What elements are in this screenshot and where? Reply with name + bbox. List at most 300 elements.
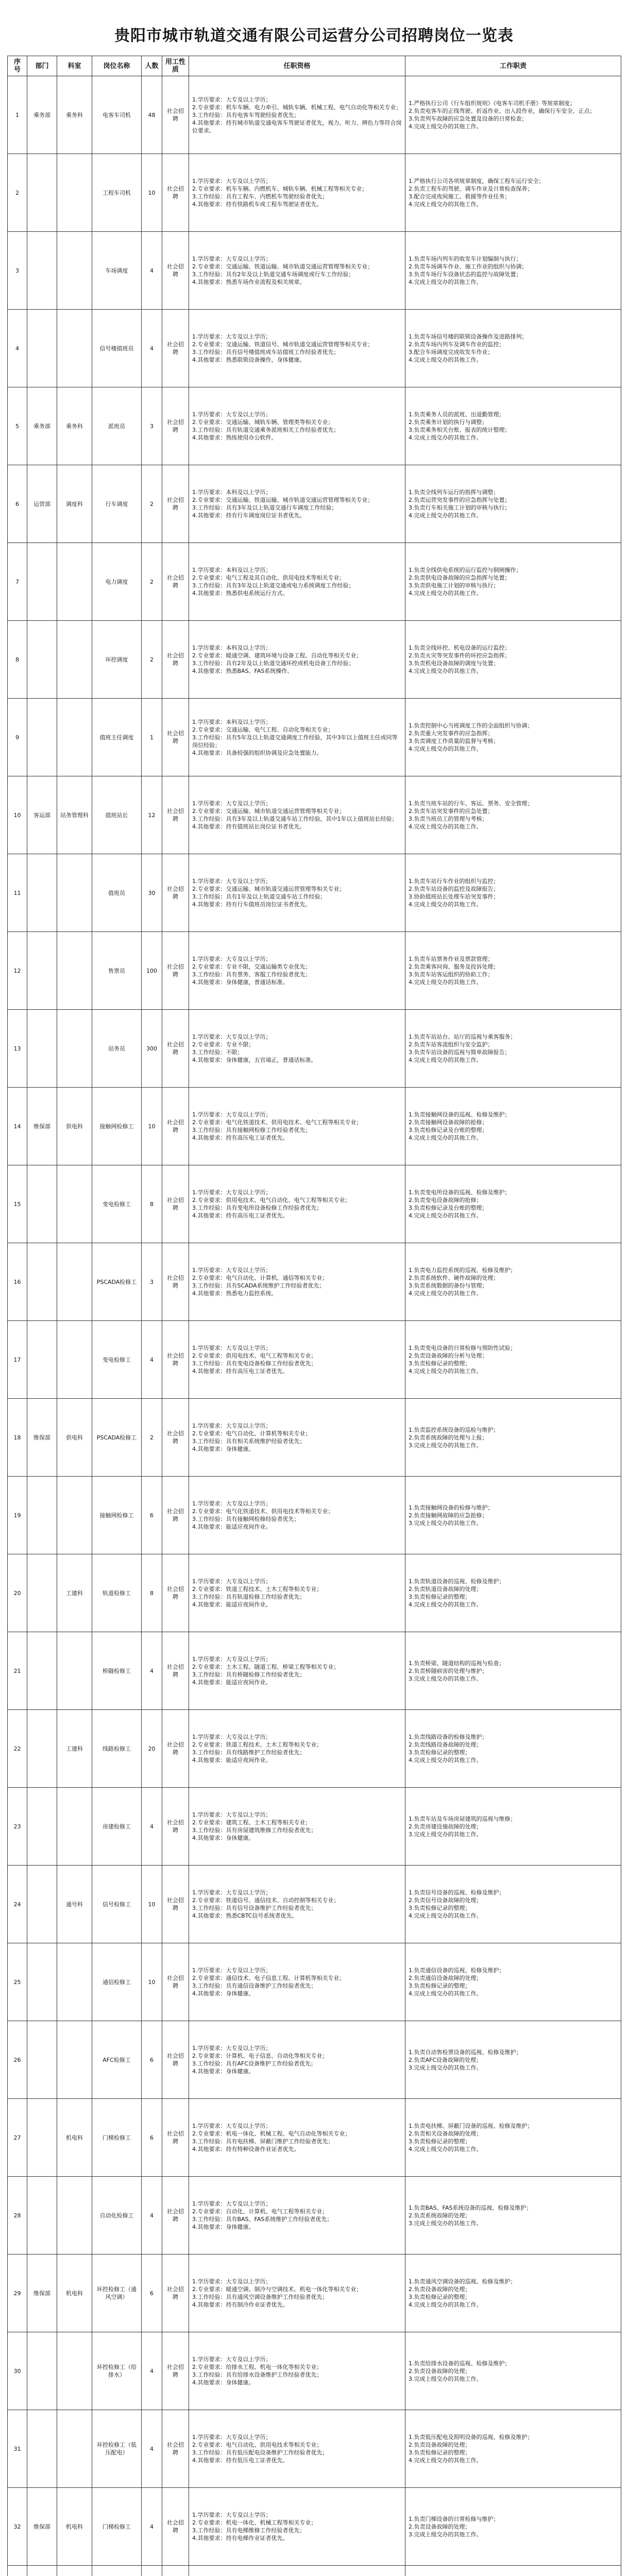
cell-count: 2: [142, 621, 162, 699]
cell-post: 接触网检修工: [92, 1477, 142, 1554]
cell-duties: 1.负责轨道设备的巡视、检修及维护； 2.负责轨道设备故障的处理； 3.负责检修记录的整理； 4.完成上级交办的其他工作。: [405, 1554, 621, 1632]
cell-type: 社会招聘: [162, 543, 189, 621]
cell-post: 门梯检修工: [92, 2099, 142, 2177]
cell-duties: 1.负责给排水设备的巡视、检修及维护； 2.负责设备故障的处理； 3.完成上级交办的其他工作。: [405, 2332, 621, 2410]
cell-count: 6: [142, 2099, 162, 2177]
cell-post: 行车调度: [92, 465, 142, 543]
cell-duties: 1.负责通风空调设备的巡视、检修及维护； 2.负责设备故障的处理； 3.负责检修记录的整理； 4.完成上级交办的其他工作。: [405, 2255, 621, 2332]
recruitment-table: [7, 56, 621, 2576]
cell-type: 社会招聘: [162, 1866, 189, 1943]
cell-count: 4: [142, 1632, 162, 1710]
cell-count: 8: [142, 1554, 162, 1632]
cell-no: 30: [8, 2332, 27, 2410]
table-row: [8, 2566, 621, 2576]
cell-requirements: 1.学历要求：大专及以上学历； 2.专业要求：交通运输、城市轨道交通运营管理等相关专业； 3.工作经验：具有1年及以上轨道交通车站工作经验； 4.其他要求：持有行车值班员岗位证书者优先。: [189, 854, 405, 932]
cell-post: PSCADA检修工: [92, 1243, 142, 1321]
cell-dept: [27, 232, 57, 310]
cell-office: [57, 1477, 92, 1554]
cell-count: 2: [142, 543, 162, 621]
cell-no: 1: [8, 76, 27, 154]
cell-office: [57, 932, 92, 1010]
cell-office: 工建科: [57, 1710, 92, 1788]
cell-duties: 1.负责控制中心当班调度工作的全面组织与协调； 2.负责重大突发事件的应急指挥； 3.负责调度工作质量的监督与考核； 4.完成上级交办的其他工作。: [405, 699, 621, 776]
cell-office: 工建科: [57, 1554, 92, 1632]
cell-post: 门梯检修工: [92, 2488, 142, 2566]
cell-no: 17: [8, 1321, 27, 1399]
cell-requirements: 1.学历要求：大专及以上学历； 2.专业要求：铁道信号、通信技术、自动控制等相关专业； 3.工作经验：具有信号设备维护工作经验者优先； 4.其他要求：熟悉CBTC信号系统者优先。: [189, 1866, 405, 1943]
cell-post: AFC检修工: [92, 2021, 142, 2099]
cell-duties: 1.负责乘务人员的派班、出退勤管理； 2.负责乘务计划的执行与调整； 3.负责乘务相关台账、报表的统计整理； 4.完成上级交办的其他工作。: [405, 387, 621, 465]
cell-duties: 1.负责监控系统设备的巡检与维护； 2.负责系统故障的处理与上报； 3.完成上级交办的其他工作。: [405, 1399, 621, 1477]
cell-post: 站务员: [92, 1010, 142, 1088]
cell-requirements: 1.学历要求：大专及以上学历； 2.专业要求：机电一体化、机械工程、电气自动化等相关专业； 3.工作经验：具有电扶梯、屏蔽门维护工作经验者优先； 4.其他要求：持有特种设备作业证者优先。: [189, 2099, 405, 2177]
cell-office: 站务管理科: [57, 776, 92, 854]
cell-post: 电客车司机: [92, 76, 142, 154]
cell-type: 社会招聘: [162, 2099, 189, 2177]
table-row: [8, 1010, 621, 1088]
cell-post: 值班站长: [92, 776, 142, 854]
cell-post: 桥隧检修工: [92, 1632, 142, 1710]
table-row: [8, 2332, 621, 2410]
cell-count: 4: [142, 2488, 162, 2566]
cell-requirements: 1.学历要求：大专及以上学历； 2.专业要求：机车车辆、内燃机车、城轨车辆、机械工程等相关专业； 3.工作经验：具有工程车、内燃机车驾驶经验者优先； 4.其他要求：持有铁路机车或工程车驾驶证者优先。: [189, 154, 405, 232]
cell-requirements: 1.学历要求：大专及以上学历； 2.专业要求：计算机、电子信息、自动化等相关专业； 3.工作经验：具有AFC设备维护工作经验者优先； 4.其他要求：身体健康。: [189, 2021, 405, 2099]
cell-duties: 1.严格执行公司各项规章制度，确保工程车运行安全； 2.负责工程车的驾驶、调车作业及日常检查保养； 3.配合完成夜间施工、救援等作业任务； 4.完成上级交办的其他工作。: [405, 154, 621, 232]
cell-post: 电力调度: [92, 543, 142, 621]
cell-dept: [27, 621, 57, 699]
cell-type: 社会招聘: [162, 232, 189, 310]
cell-type: 社会招聘: [162, 854, 189, 932]
cell-no: 4: [8, 310, 27, 387]
cell-count: 3: [142, 1243, 162, 1321]
cell-office: [57, 1010, 92, 1088]
cell-count: 3: [142, 387, 162, 465]
table-row: [8, 2488, 621, 2566]
recruitment-table-wrapper: [7, 56, 621, 2576]
cell-office: 乘务科: [57, 76, 92, 154]
table-row: [8, 1321, 621, 1399]
cell-dept: 乘务部: [27, 76, 57, 154]
cell-requirements: 1.学历要求：大专及以上学历； 2.专业要求：电气化铁道技术、供用电技术、电气工程等相关专业； 3.工作经验：具有接触网检修工作经验者优先； 4.其他要求：持有高压电工证者优先。: [189, 1088, 405, 1165]
cell-duties: 1.负责线路设备的检修及维护； 2.负责线路设备故障的处理； 3.负责检修记录的整理； 4.完成上级交办的其他工作。: [405, 1710, 621, 1788]
cell-no: 31: [8, 2410, 27, 2488]
cell-no: 23: [8, 1788, 27, 1866]
cell-requirements: [189, 2566, 405, 2576]
cell-requirements: 1.学历要求：大专及以上学历； 2.专业要求：给排水工程、机电一体化等相关专业； 3.工作经验：具有给排水设备维护工作经验者优先； 4.其他要求：身体健康。: [189, 2332, 405, 2410]
cell-requirements: 1.学历要求：大专及以上学历； 2.专业要求：专业不限； 3.工作经验：不限； 4.其他要求：身体健康，五官端正，普通话标准。: [189, 1010, 405, 1088]
cell-no: 28: [8, 2177, 27, 2255]
cell-requirements: 1.学历要求：大专及以上学历； 2.专业要求：电气自动化、计算机、通信等相关专业； 3.工作经验：具有SCADA系统维护工作经验者优先； 4.其他要求：熟悉电力监控系统。: [189, 1243, 405, 1321]
cell-count: 2: [142, 465, 162, 543]
header-post: 岗位名称: [92, 56, 142, 76]
cell-no: 2: [8, 154, 27, 232]
header-requirements: 任职资格: [189, 56, 405, 76]
table-row: [8, 2021, 621, 2099]
cell-office: [57, 699, 92, 776]
cell-type: 社会招聘: [162, 2410, 189, 2488]
cell-duties: 1.负责变电设备的日常检修与预防性试验； 2.负责设备故障的分析与处理； 3.负责检修记录的整理； 4.完成上级交办的其他工作。: [405, 1321, 621, 1399]
cell-post: 环控检修工（通风空调）: [92, 2255, 142, 2332]
header-no: 序号: [8, 56, 27, 76]
cell-no: 16: [8, 1243, 27, 1321]
cell-count: 6: [142, 2021, 162, 2099]
cell-office: [57, 1165, 92, 1243]
cell-requirements: 1.学历要求：大专及以上学历； 2.专业要求：通信技术、电子信息工程、计算机等相关专业； 3.工作经验：具有通信设备维护工作经验者优先； 4.其他要求：身体健康。: [189, 1943, 405, 2021]
cell-duties: 1.负责门梯设备的日常检修与维护； 2.负责设备故障的处理； 3.完成上级交办的其他工作。: [405, 2488, 621, 2566]
table-row: [8, 232, 621, 310]
cell-dept: [27, 310, 57, 387]
cell-requirements: 1.学历要求：本科及以上学历； 2.专业要求：交通运输、铁道运输、城市轨道交通运营管理等相关专业； 3.工作经验：具有3年及以上轨道交通行车调度工作经验； 4.其他要求：持有行车调度岗位证书者优先。: [189, 465, 405, 543]
cell-dept: [27, 1710, 57, 1788]
cell-requirements: 1.学历要求：大专及以上学历； 2.专业要求：土木工程、隧道工程、桥梁工程等相关专业； 3.工作经验：具有桥隧检修工作经验者优先； 4.其他要求：能适应夜间作业。: [189, 1632, 405, 1710]
cell-post: PSCADA检修工: [92, 1399, 142, 1477]
cell-duties: 1.负责BAS、FAS系统设备的巡视、检修及维护； 2.负责系统故障的处理； 3.完成上级交办的其他工作。: [405, 2177, 621, 2255]
cell-duties: 1.负责车场内列车的收发车计划编制与执行； 2.负责车场调车作业、施工作业的组织与协调； 3.负责车场行车设备状态的监控与故障处置； 4.完成上级交办的其他工作。: [405, 232, 621, 310]
cell-no: 21: [8, 1632, 27, 1710]
cell-dept: [27, 2099, 57, 2177]
cell-type: 社会招聘: [162, 1243, 189, 1321]
cell-type: 社会招聘: [162, 310, 189, 387]
cell-no: 7: [8, 543, 27, 621]
cell-type: 社会招聘: [162, 387, 189, 465]
header-duties: 工作职责: [405, 56, 621, 76]
cell-dept: [27, 1866, 57, 1943]
cell-type: 社会招聘: [162, 1399, 189, 1477]
table-row: [8, 932, 621, 1010]
cell-requirements: 1.学历要求：本科及以上学历； 2.专业要求：交通运输、电气工程、自动化等相关专业； 3.工作经验：具有5年及以上轨道交通调度工作经验，其中3年以上值班主任或同等岗位经验； 4.其他要求：具备较强的组织协调及应急处置能力。: [189, 699, 405, 776]
cell-count: 6: [142, 1477, 162, 1554]
cell-count: 4: [142, 2177, 162, 2255]
cell-count: 30: [142, 854, 162, 932]
cell-requirements: 1.学历要求：大专及以上学历； 2.专业要求：电气化铁道技术、供用电技术等相关专业； 3.工作经验：具有接触网检修经验者优先； 4.其他要求：能适应夜间作业。: [189, 1477, 405, 1554]
cell-type: 社会招聘: [162, 621, 189, 699]
cell-post: [92, 2566, 142, 2576]
table-row: [8, 543, 621, 621]
cell-no: 13: [8, 1010, 27, 1088]
cell-count: 4: [142, 1788, 162, 1866]
cell-duties: 1.负责全线列车运行的指挥与调整； 2.负责运营突发事件的应急指挥与处置； 3.负责行车相关施工计划的审核与执行； 4.完成上级交办的其他工作。: [405, 465, 621, 543]
cell-requirements: 1.学历要求：大专及以上学历； 2.专业要求：电气自动化、计算机等相关专业； 3.工作经验：具有相关系统维护经验者优先； 4.其他要求：身体健康。: [189, 1399, 405, 1477]
cell-post: 信号楼值班员: [92, 310, 142, 387]
cell-type: 社会招聘: [162, 1321, 189, 1399]
table-row: [8, 699, 621, 776]
cell-requirements: 1.学历要求：大专及以上学历； 2.专业要求：专业不限，交通运输类专业优先； 3.工作经验：具有票务、客服工作经验者优先； 4.其他要求：身体健康，普通话标准。: [189, 932, 405, 1010]
cell-count: 4: [142, 232, 162, 310]
cell-duties: 1.负责全线环控、机电设备的运行监控； 2.负责火灾等突发事件的环控应急指挥； 3.负责机电设备故障的调度与处置； 4.完成上级交办的其他工作。: [405, 621, 621, 699]
table-row: [8, 1554, 621, 1632]
cell-dept: [27, 1554, 57, 1632]
cell-count: [142, 2566, 162, 2576]
table-row: [8, 465, 621, 543]
table-row: [8, 621, 621, 699]
cell-type: 社会招聘: [162, 932, 189, 1010]
cell-no: 20: [8, 1554, 27, 1632]
cell-requirements: 1.学历要求：本科及以上学历； 2.专业要求：暖通空调、建筑环境与设备工程、自动化等相关专业； 3.工作经验：具有2年及以上轨道交通环控或机电设备工作经验； 4.其他要求：熟悉BAS、FAS系统操作。: [189, 621, 405, 699]
cell-type: 社会招聘: [162, 1632, 189, 1710]
cell-office: 机电科: [57, 2488, 92, 2566]
cell-no: 5: [8, 387, 27, 465]
cell-dept: 维保部: [27, 2255, 57, 2332]
table-row: [8, 854, 621, 932]
cell-count: 4: [142, 2410, 162, 2488]
cell-duties: 1.负责信号设备的巡视、检修及维护； 2.负责信号设备故障的处理； 3.负责检修记录的整理； 4.完成上级交办的其他工作。: [405, 1866, 621, 1943]
cell-office: [57, 1321, 92, 1399]
cell-type: 社会招聘: [162, 1088, 189, 1165]
cell-no: 25: [8, 1943, 27, 2021]
cell-office: [57, 232, 92, 310]
cell-office: [57, 1943, 92, 2021]
table-row: [8, 1399, 621, 1477]
cell-office: [57, 154, 92, 232]
cell-count: 10: [142, 1088, 162, 1165]
cell-count: 8: [142, 1165, 162, 1243]
cell-office: [57, 1788, 92, 1866]
cell-dept: [27, 2332, 57, 2410]
cell-dept: 维保部: [27, 1399, 57, 1477]
cell-duties: 1.负责车站行车作业的组织与监控； 2.负责车站设备的监控及故障报告； 3.协助值班站长处理车站突发事件； 4.完成上级交办的其他工作。: [405, 854, 621, 932]
table-row: [8, 387, 621, 465]
cell-dept: [27, 2021, 57, 2099]
cell-duties: 1.负责车站票务作业及票款管理； 2.负责乘客问询、服务及投诉处理； 3.负责车站客运组织的协助工作； 4.完成上级交办的其他工作。: [405, 932, 621, 1010]
cell-dept: [27, 932, 57, 1010]
cell-dept: [27, 854, 57, 932]
cell-office: [57, 1243, 92, 1321]
cell-type: 社会招聘: [162, 2177, 189, 2255]
cell-type: [162, 2566, 189, 2576]
cell-office: [57, 2566, 92, 2576]
table-row: [8, 1943, 621, 2021]
cell-no: 26: [8, 2021, 27, 2099]
cell-requirements: 1.学历要求：大专及以上学历； 2.专业要求：交通运输、城轨车辆、管理类等相关专业； 3.工作经验：具有轨道交通乘务派班相关工作经验者优先； 4.其他要求：熟练使用办公软件。: [189, 387, 405, 465]
cell-duties: 1.严格执行公司《行车组织规则》《电客车司机手册》等规章制度； 2.负责电客车的正线驾驶、折返作业、出入段作业，确保行车安全、正点； 3.负责列车故障的应急处置及设备的日常检查； 4.完成上级交办的其他工作。: [405, 76, 621, 154]
cell-type: 社会招聘: [162, 465, 189, 543]
cell-duties: 1.负责电力监控系统的巡视、检修及维护； 2.负责系统软件、硬件故障的处理； 3.负责系统数据的备份与管理； 4.完成上级交办的其他工作。: [405, 1243, 621, 1321]
cell-post: 环控检修工（低压配电）: [92, 2410, 142, 2488]
cell-no: 8: [8, 621, 27, 699]
cell-type: 社会招聘: [162, 76, 189, 154]
table-row: [8, 776, 621, 854]
table-row: [8, 2177, 621, 2255]
cell-no: 10: [8, 776, 27, 854]
cell-count: 4: [142, 1321, 162, 1399]
cell-type: 社会招聘: [162, 1554, 189, 1632]
cell-post: 变电检修工: [92, 1321, 142, 1399]
cell-dept: [27, 2566, 57, 2576]
cell-office: [57, 1632, 92, 1710]
cell-no: 19: [8, 1477, 27, 1554]
cell-post: 派班员: [92, 387, 142, 465]
cell-dept: [27, 1788, 57, 1866]
table-row: [8, 76, 621, 154]
cell-type: 社会招聘: [162, 776, 189, 854]
cell-count: 1: [142, 699, 162, 776]
cell-count: 10: [142, 1866, 162, 1943]
cell-dept: [27, 1243, 57, 1321]
cell-office: 供电科: [57, 1088, 92, 1165]
cell-dept: 乘务部: [27, 387, 57, 465]
cell-requirements: 1.学历要求：大专及以上学历； 2.专业要求：供用电技术、电气自动化、电气工程等相关专业； 3.工作经验：具有变电所设备检修工作经验者优先； 4.其他要求：持有高压电工证者优先。: [189, 1165, 405, 1243]
cell-post: 值班主任调度: [92, 699, 142, 776]
table-row: [8, 154, 621, 232]
cell-type: 社会招聘: [162, 2332, 189, 2410]
cell-office: [57, 2177, 92, 2255]
cell-requirements: 1.学历要求：大专及以上学历； 2.专业要求：机车车辆、电力牵引、城轨车辆、机械工程、电气自动化等相关专业； 3.工作经验：具有电客车驾驶经验者优先； 4.其他要求：持有城市轨道交通电客车驾驶证者优先，视力、听力、辨色力等符合岗位要求。: [189, 76, 405, 154]
cell-duties: [405, 2566, 621, 2576]
cell-post: 房建检修工: [92, 1788, 142, 1866]
table-row: [8, 1632, 621, 1710]
cell-requirements: 1.学历要求：大专及以上学历； 2.专业要求：交通运输、城市轨道交通运营管理等相关专业； 3.工作经验：具有3年及以上轨道交通车站工作经验，其中1年以上值班站长经验； 4.其他要求：持有值班站长岗位证书者优先。: [189, 776, 405, 854]
cell-office: [57, 2021, 92, 2099]
cell-post: 售票员: [92, 932, 142, 1010]
cell-requirements: 1.学历要求：大专及以上学历； 2.专业要求：自动化、计算机、电气工程等相关专业； 3.工作经验：具有BAS、FAS系统维护工作经验者优先； 4.其他要求：身体健康。: [189, 2177, 405, 2255]
cell-office: 机电科: [57, 2099, 92, 2177]
cell-duties: 1.负责接触网设备的巡视、检修及维护； 2.负责接触网设备故障的抢修； 3.负责检修记录及台账的整理； 4.完成上级交办的其他工作。: [405, 1088, 621, 1165]
cell-count: 10: [142, 154, 162, 232]
table-row: [8, 1088, 621, 1165]
cell-duties: 1.负责低压配电及照明设备的巡视、检修及维护； 2.负责设备故障的处理； 3.负责检修记录的整理； 4.完成上级交办的其他工作。: [405, 2410, 621, 2488]
cell-type: 社会招聘: [162, 699, 189, 776]
cell-office: [57, 310, 92, 387]
cell-no: 18: [8, 1399, 27, 1477]
cell-requirements: 1.学历要求：大专及以上学历； 2.专业要求：交通运输、铁道运输、城市轨道交通运营管理等相关专业； 3.工作经验：具有2年及以上轨道交通车场调度或行车工作经验； 4.其他要求：熟悉车场作业流程及相关规章。: [189, 232, 405, 310]
cell-requirements: 1.学历要求：大专及以上学历； 2.专业要求：铁道工程技术、土木工程等相关专业； 3.工作经验：具有线路维护工作经验者优先； 4.其他要求：能适应夜间作业。: [189, 1710, 405, 1788]
table-row: [8, 310, 621, 387]
cell-post: 信号检修工: [92, 1866, 142, 1943]
cell-requirements: 1.学历要求：大专及以上学历； 2.专业要求：电气自动化、供用电技术等相关专业； 3.工作经验：具有低压配电设备维护工作经验者优先； 4.其他要求：持有低压电工证者优先。: [189, 2410, 405, 2488]
cell-no: 11: [8, 854, 27, 932]
table-row: [8, 1866, 621, 1943]
cell-type: 社会招聘: [162, 2021, 189, 2099]
cell-office: 供电科: [57, 1399, 92, 1477]
cell-duties: 1.负责电扶梯、屏蔽门设备的巡视、检修及维护； 2.负责相关设备故障的处理； 3.负责检修记录的整理； 4.完成上级交办的其他工作。: [405, 2099, 621, 2177]
cell-no: 24: [8, 1866, 27, 1943]
cell-no: 32: [8, 2488, 27, 2566]
cell-post: 线路检修工: [92, 1710, 142, 1788]
cell-duties: 1.负责桥梁、隧道结构的巡视与检查； 2.负责桥隧病害的处理与维护； 3.完成上级交办的其他工作。: [405, 1632, 621, 1710]
cell-requirements: 1.学历要求：大专及以上学历； 2.专业要求：建筑工程、土木工程等相关专业； 3.工作经验：具有房屋建筑维修工作经验者优先； 4.其他要求：身体健康。: [189, 1788, 405, 1866]
cell-office: [57, 621, 92, 699]
cell-count: 10: [142, 1943, 162, 2021]
cell-dept: 运营部: [27, 465, 57, 543]
header-count: 人数: [142, 56, 162, 76]
cell-dept: 维保部: [27, 1088, 57, 1165]
cell-type: 社会招聘: [162, 2255, 189, 2332]
cell-type: 社会招聘: [162, 1710, 189, 1788]
cell-no: 22: [8, 1710, 27, 1788]
table-row: [8, 2099, 621, 2177]
cell-requirements: 1.学历要求：大专及以上学历； 2.专业要求：暖通空调、制冷与空调技术、机电一体化等相关专业； 3.工作经验：具有通风空调设备维护工作经验者优先； 4.其他要求：持有制冷作业证者优先。: [189, 2255, 405, 2332]
cell-dept: [27, 1477, 57, 1554]
cell-no: 12: [8, 932, 27, 1010]
cell-post: 工程车司机: [92, 154, 142, 232]
cell-dept: 客运部: [27, 776, 57, 854]
cell-type: 社会招聘: [162, 154, 189, 232]
cell-count: 4: [142, 2332, 162, 2410]
cell-type: 社会招聘: [162, 1010, 189, 1088]
header-dept: 部门: [27, 56, 57, 76]
cell-post: 车场调度: [92, 232, 142, 310]
cell-no: 9: [8, 699, 27, 776]
cell-post: 环控调度: [92, 621, 142, 699]
cell-dept: [27, 1632, 57, 1710]
cell-requirements: 1.学历要求：本科及以上学历； 2.专业要求：电气工程及其自动化、供用电技术等相关专业； 3.工作经验：具有3年及以上轨道交通或电力系统调度工作经验； 4.其他要求：熟悉供电系统运行方式。: [189, 543, 405, 621]
cell-duties: 1.负责通信设备的巡视、检修及维护； 2.负责通信设备故障的处理； 3.负责检修记录的整理； 4.完成上级交办的其他工作。: [405, 1943, 621, 2021]
cell-duties: 1.负责车站及车场房屋建筑的巡视与维修； 2.负责房建设施故障的处理； 3.完成上级交办的其他工作。: [405, 1788, 621, 1866]
cell-count: 20: [142, 1710, 162, 1788]
cell-count: 100: [142, 932, 162, 1010]
cell-count: 300: [142, 1010, 162, 1088]
cell-requirements: 1.学历要求：大专及以上学历； 2.专业要求：机电一体化、机械工程等相关专业； 3.工作经验：具有电梯维修工作经验者优先； 4.其他要求：持有电梯作业证者优先。: [189, 2488, 405, 2566]
table-row: [8, 2410, 621, 2488]
cell-no: 14: [8, 1088, 27, 1165]
cell-dept: [27, 699, 57, 776]
table-row: [8, 1243, 621, 1321]
cell-duties: 1.负责变电所设备的巡视、检修及维护； 2.负责变电设备故障的抢修； 3.负责检修记录及台账的整理； 4.完成上级交办的其他工作。: [405, 1165, 621, 1243]
cell-dept: [27, 1010, 57, 1088]
cell-post: 值班员: [92, 854, 142, 932]
header-type: 用工性质: [162, 56, 189, 76]
cell-dept: [27, 543, 57, 621]
table-header-row: [8, 56, 621, 76]
cell-count: 12: [142, 776, 162, 854]
cell-post: 变电检修工: [92, 1165, 142, 1243]
cell-office: [57, 2332, 92, 2410]
cell-no: 3: [8, 232, 27, 310]
cell-post: 自动化检修工: [92, 2177, 142, 2255]
cell-duties: 1.负责车场信号楼的联锁设备操作及进路排列； 2.负责车场内列车及调车作业的监控； 3.配合车场调度完成收发车作业； 4.完成上级交办的其他工作。: [405, 310, 621, 387]
cell-duties: 1.负责当班车站的行车、客运、票务、安全管理； 2.负责车站突发事件的应急处置； 3.负责当班员工的管理与考核； 4.完成上级交办的其他工作。: [405, 776, 621, 854]
cell-post: 通信检修工: [92, 1943, 142, 2021]
cell-no: 15: [8, 1165, 27, 1243]
table-row: [8, 1477, 621, 1554]
cell-type: 社会招聘: [162, 1788, 189, 1866]
cell-duties: 1.负责接触网设备的检修与维护； 2.负责接触网故障的应急抢修； 3.完成上级交办的其他工作。: [405, 1477, 621, 1554]
cell-dept: [27, 1321, 57, 1399]
cell-count: 4: [142, 310, 162, 387]
cell-office: 通号科: [57, 1866, 92, 1943]
cell-post: 轨道检修工: [92, 1554, 142, 1632]
table-row: [8, 2255, 621, 2332]
cell-dept: [27, 2410, 57, 2488]
cell-duties: 1.负责车站站台、站厅的巡视与乘客服务； 2.负责车站客流组织与安全监护； 3.负责车站设备的巡视与简单故障报告； 4.完成上级交办的其他工作。: [405, 1010, 621, 1088]
cell-dept: [27, 1943, 57, 2021]
cell-no: 29: [8, 2255, 27, 2332]
table-row: [8, 1788, 621, 1866]
table-body: [8, 76, 621, 2576]
document-title: 贵阳市城市轨道交通有限公司运营分公司招聘岗位一览表: [114, 27, 514, 45]
cell-type: 社会招聘: [162, 2488, 189, 2566]
cell-dept: 维保部: [27, 2488, 57, 2566]
cell-dept: [27, 1165, 57, 1243]
cell-count: 6: [142, 2255, 162, 2332]
cell-office: 机电科: [57, 2255, 92, 2332]
header-office: 科室: [57, 56, 92, 76]
cell-count: 2: [142, 1399, 162, 1477]
cell-no: [8, 2566, 27, 2576]
cell-office: [57, 543, 92, 621]
cell-count: 48: [142, 76, 162, 154]
cell-duties: 1.负责全线供电系统的运行监控与倒闸操作； 2.负责供电设备故障的应急指挥与处置； 3.负责供电施工计划的审核与执行； 4.完成上级交办的其他工作。: [405, 543, 621, 621]
cell-office: [57, 854, 92, 932]
table-row: [8, 1710, 621, 1788]
cell-office: 乘务科: [57, 387, 92, 465]
cell-post: 接触网检修工: [92, 1088, 142, 1165]
cell-office: 调度科: [57, 465, 92, 543]
cell-no: 6: [8, 465, 27, 543]
table-row: [8, 1165, 621, 1243]
cell-dept: [27, 154, 57, 232]
cell-requirements: 1.学历要求：大专及以上学历； 2.专业要求：交通运输、铁道信号、城市轨道交通运营管理等相关专业； 3.工作经验：具有信号楼值班或车站值班工作经验者优先； 4.其他要求：熟悉联锁设备操作，身体健康。: [189, 310, 405, 387]
